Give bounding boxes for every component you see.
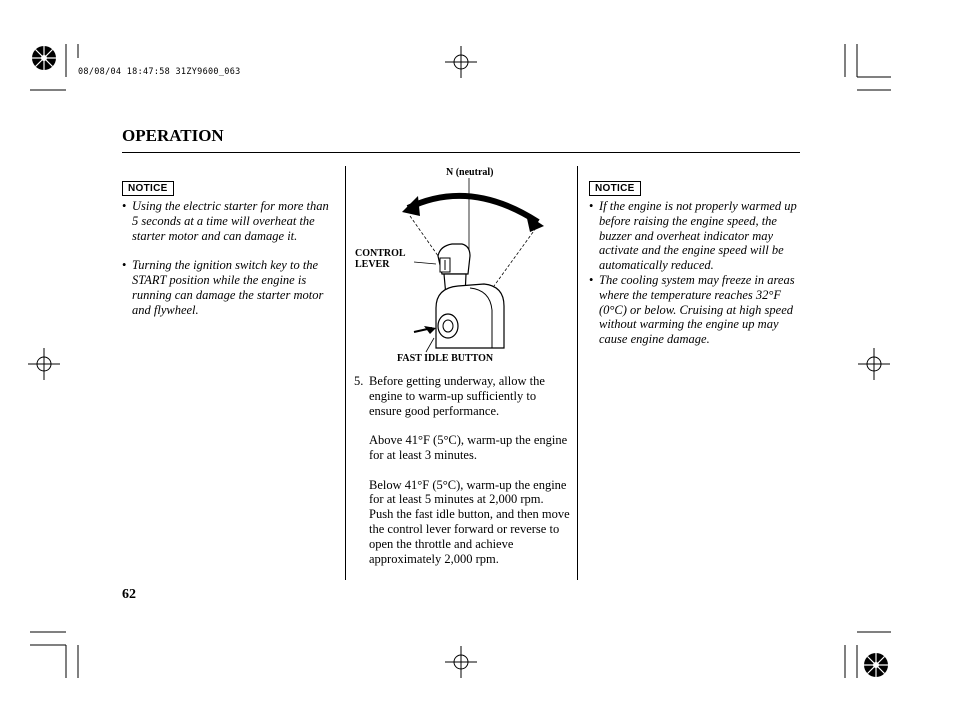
right-notice — [589, 178, 801, 347]
notice-text: The cooling system may freeze in areas where the temperature reaches 32°F (0°C) or below. Cruising at high speed without warming the engine up may cause engine damage. — [599, 272, 795, 347]
bullet: • — [589, 272, 594, 287]
registration-mark-top — [443, 44, 479, 80]
notice-item — [122, 258, 337, 317]
label-fast-idle-button: FAST IDLE BUTTON — [397, 353, 494, 364]
bullet: • — [122, 258, 127, 273]
notice-text: Turning the ignition switch key to the START position while the engine is running can damage the starter motor and flywheel. — [132, 258, 324, 317]
notice-badge: NOTICE — [122, 181, 174, 196]
section-title: OPERATION — [122, 126, 224, 145]
bullet: • — [122, 199, 127, 213]
step-paragraph: Before getting underway, allow the engine to warm-up sufficiently to ensure good performance. — [369, 374, 545, 418]
step-number: 5. — [354, 374, 364, 388]
notice-item — [122, 199, 337, 243]
star-target-top-left — [30, 44, 58, 72]
star-target-bottom-right — [862, 651, 890, 679]
notice-text: If the engine is not properly warmed up before raising the engine speed, the buzzer and overheat indicator may activate and the engine speed will be automatically reduced. — [599, 199, 797, 273]
notice-badge: NOTICE — [589, 181, 641, 196]
registration-mark-bottom — [443, 644, 479, 680]
bullet: • — [589, 199, 594, 213]
control-lever-illustration — [400, 178, 600, 353]
step-5 — [354, 374, 570, 581]
step-paragraph: Above 41°F (5°C), warm-up the engine for at least 3 minutes. — [369, 433, 568, 462]
print-slug: 08/08/04 18:47:58 31ZY9600_063 — [78, 67, 241, 77]
column-divider-left — [345, 166, 346, 580]
step-paragraph: Below 41°F (5°C), warm-up the engine for at least 5 minutes at 2,000 rpm. Push the fast idle button, and then move the control lever forward or reverse to open the throttle and achieve approximately 2,000 rpm. — [369, 477, 570, 566]
registration-mark-left — [26, 346, 62, 382]
left-notice — [122, 178, 337, 318]
label-control-lever: CONTROL LEVER — [355, 248, 406, 270]
heading-rule — [122, 152, 800, 153]
registration-mark-right — [856, 346, 892, 382]
label-neutral: N (neutral) — [446, 167, 494, 178]
notice-item — [589, 199, 801, 273]
notice-text: Using the electric starter for more than 5 seconds at a time will overheat the starter motor and can damage it. — [132, 199, 329, 243]
notice-item — [589, 273, 801, 347]
page-number: 62 — [122, 587, 136, 602]
